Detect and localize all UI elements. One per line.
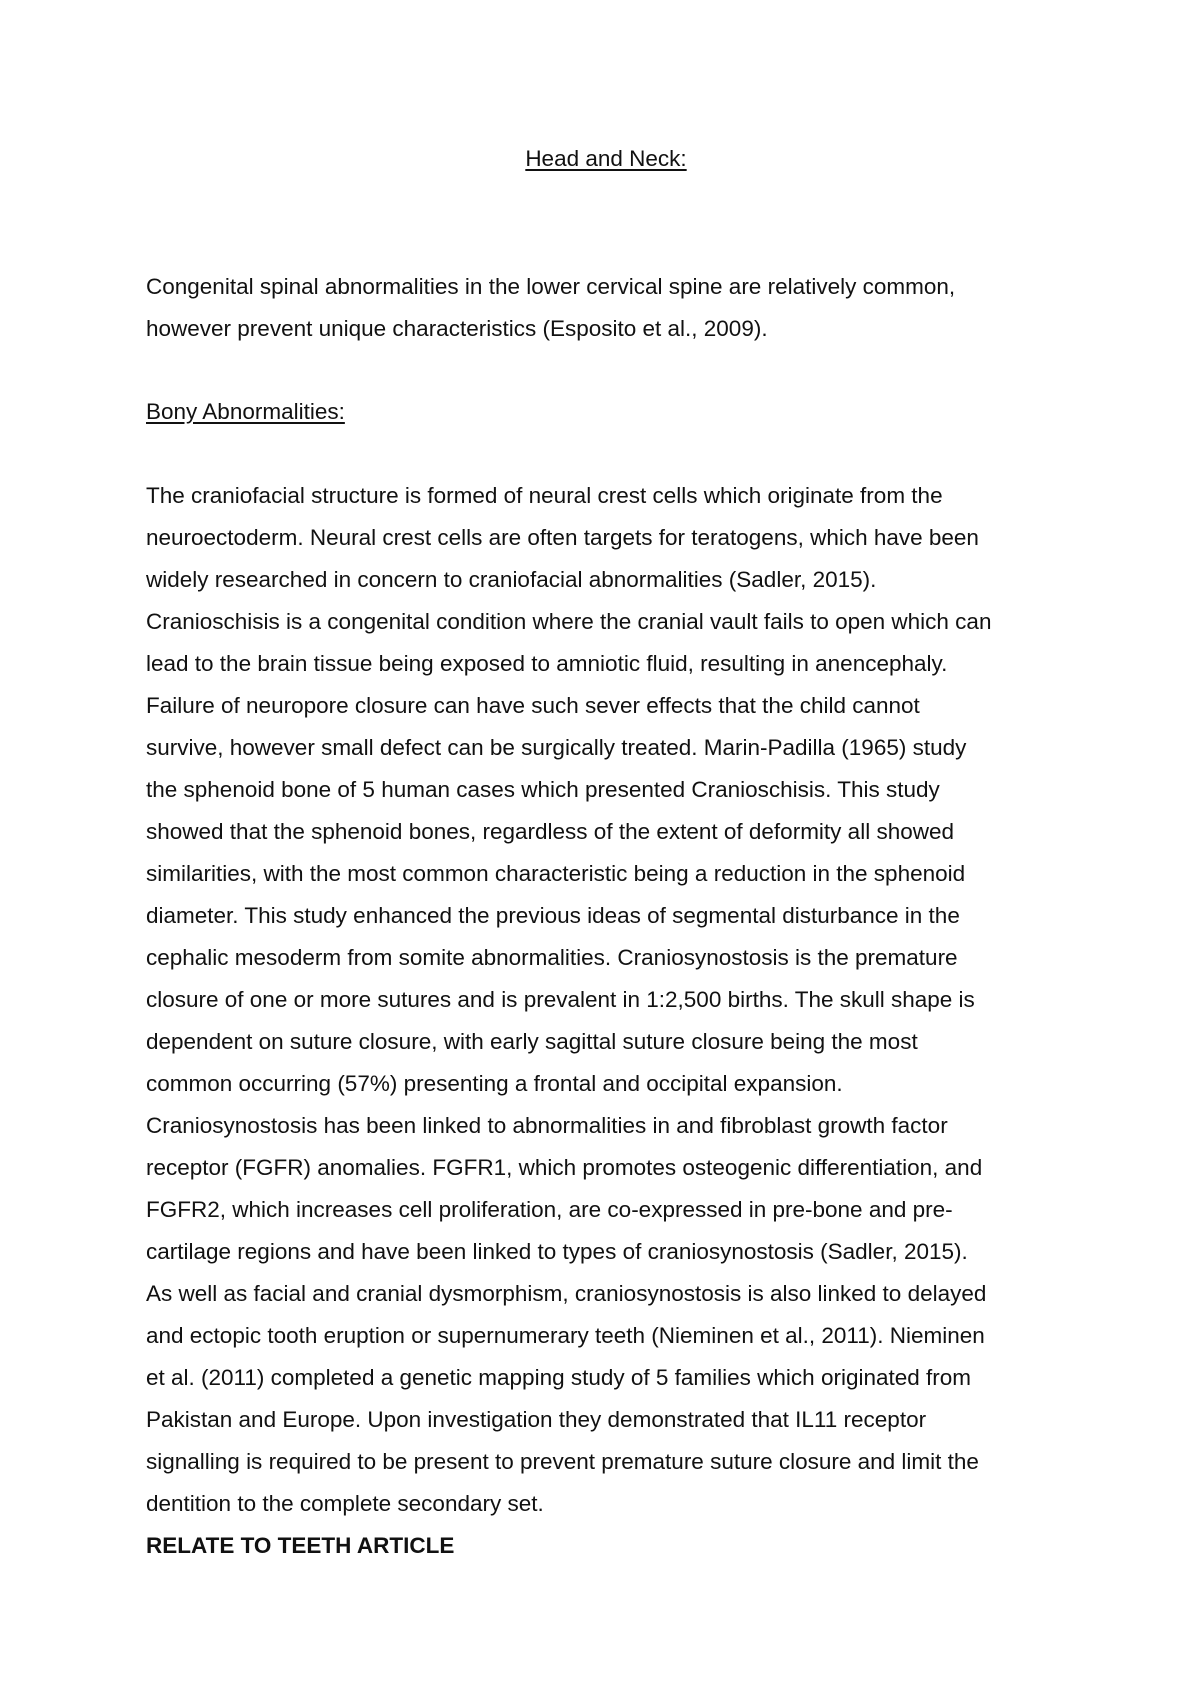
body-line: dependent on suture closure, with early sagittal suture closure being the most [146, 1029, 918, 1054]
body-line: the sphenoid bone of 5 human cases which presented Cranioschisis. This study [146, 777, 940, 802]
body-line: cephalic mesoderm from somite abnormalities. Craniosynostosis is the premature [146, 945, 958, 970]
body-line: Craniosynostosis has been linked to abnormalities in and fibroblast growth factor [146, 1113, 948, 1138]
body-line: neuroectoderm. Neural crest cells are often targets for teratogens, which have been [146, 525, 979, 550]
body-line: signalling is required to be present to prevent premature suture closure and limit the [146, 1449, 979, 1474]
body-line: Pakistan and Europe. Upon investigation they demonstrated that IL11 receptor [146, 1407, 927, 1432]
body-line: As well as facial and cranial dysmorphism, craniosynostosis is also linked to delayed [146, 1281, 987, 1306]
body-line: et al. (2011) completed a genetic mapping study of 5 families which originated from [146, 1365, 972, 1390]
section-heading: Bony Abnormalities: [146, 399, 345, 424]
body-line: similarities, with the most common characteristic being a reduction in the sphenoid [146, 861, 966, 886]
body-line: Failure of neuropore closure can have such sever effects that the child cannot [146, 693, 920, 718]
body-line: The craniofacial structure is formed of neural crest cells which originate from the [146, 483, 943, 508]
body-line: closure of one or more sutures and is prevalent in 1:2,500 births. The skull shape is [146, 987, 975, 1012]
body-line: Cranioschisis is a congenital condition where the cranial vault fails to open which can [146, 609, 992, 634]
body-line: receptor (FGFR) anomalies. FGFR1, which promotes osteogenic differentiation, and [146, 1155, 983, 1180]
body-line: dentition to the complete secondary set. [146, 1491, 544, 1516]
page-title: Head and Neck: [525, 146, 687, 171]
intro-line: however prevent unique characteristics (Esposito et al., 2009). [146, 316, 768, 341]
body-line: diameter. This study enhanced the previous ideas of segmental disturbance in the [146, 903, 960, 928]
body-line: common occurring (57%) presenting a frontal and occipital expansion. [146, 1071, 843, 1096]
body-line: FGFR2, which increases cell proliferation, are co-expressed in pre-bone and pre- [146, 1197, 953, 1222]
body-line: survive, however small defect can be surgically treated. Marin-Padilla (1965) study [146, 735, 967, 760]
body-line: lead to the brain tissue being exposed to amniotic fluid, resulting in anencephaly. [146, 651, 948, 676]
body-line: and ectopic tooth eruption or supernumerary teeth (Nieminen et al., 2011). Nieminen [146, 1323, 985, 1348]
bold-note: RELATE TO TEETH ARTICLE [146, 1533, 455, 1558]
body-line: cartilage regions and have been linked to types of craniosynostosis (Sadler, 2015). [146, 1239, 968, 1264]
intro-line: Congenital spinal abnormalities in the lower cervical spine are relatively common, [146, 274, 956, 299]
body-line: widely researched in concern to craniofacial abnormalities (Sadler, 2015). [146, 567, 877, 592]
body-line: showed that the sphenoid bones, regardless of the extent of deformity all showed [146, 819, 955, 844]
